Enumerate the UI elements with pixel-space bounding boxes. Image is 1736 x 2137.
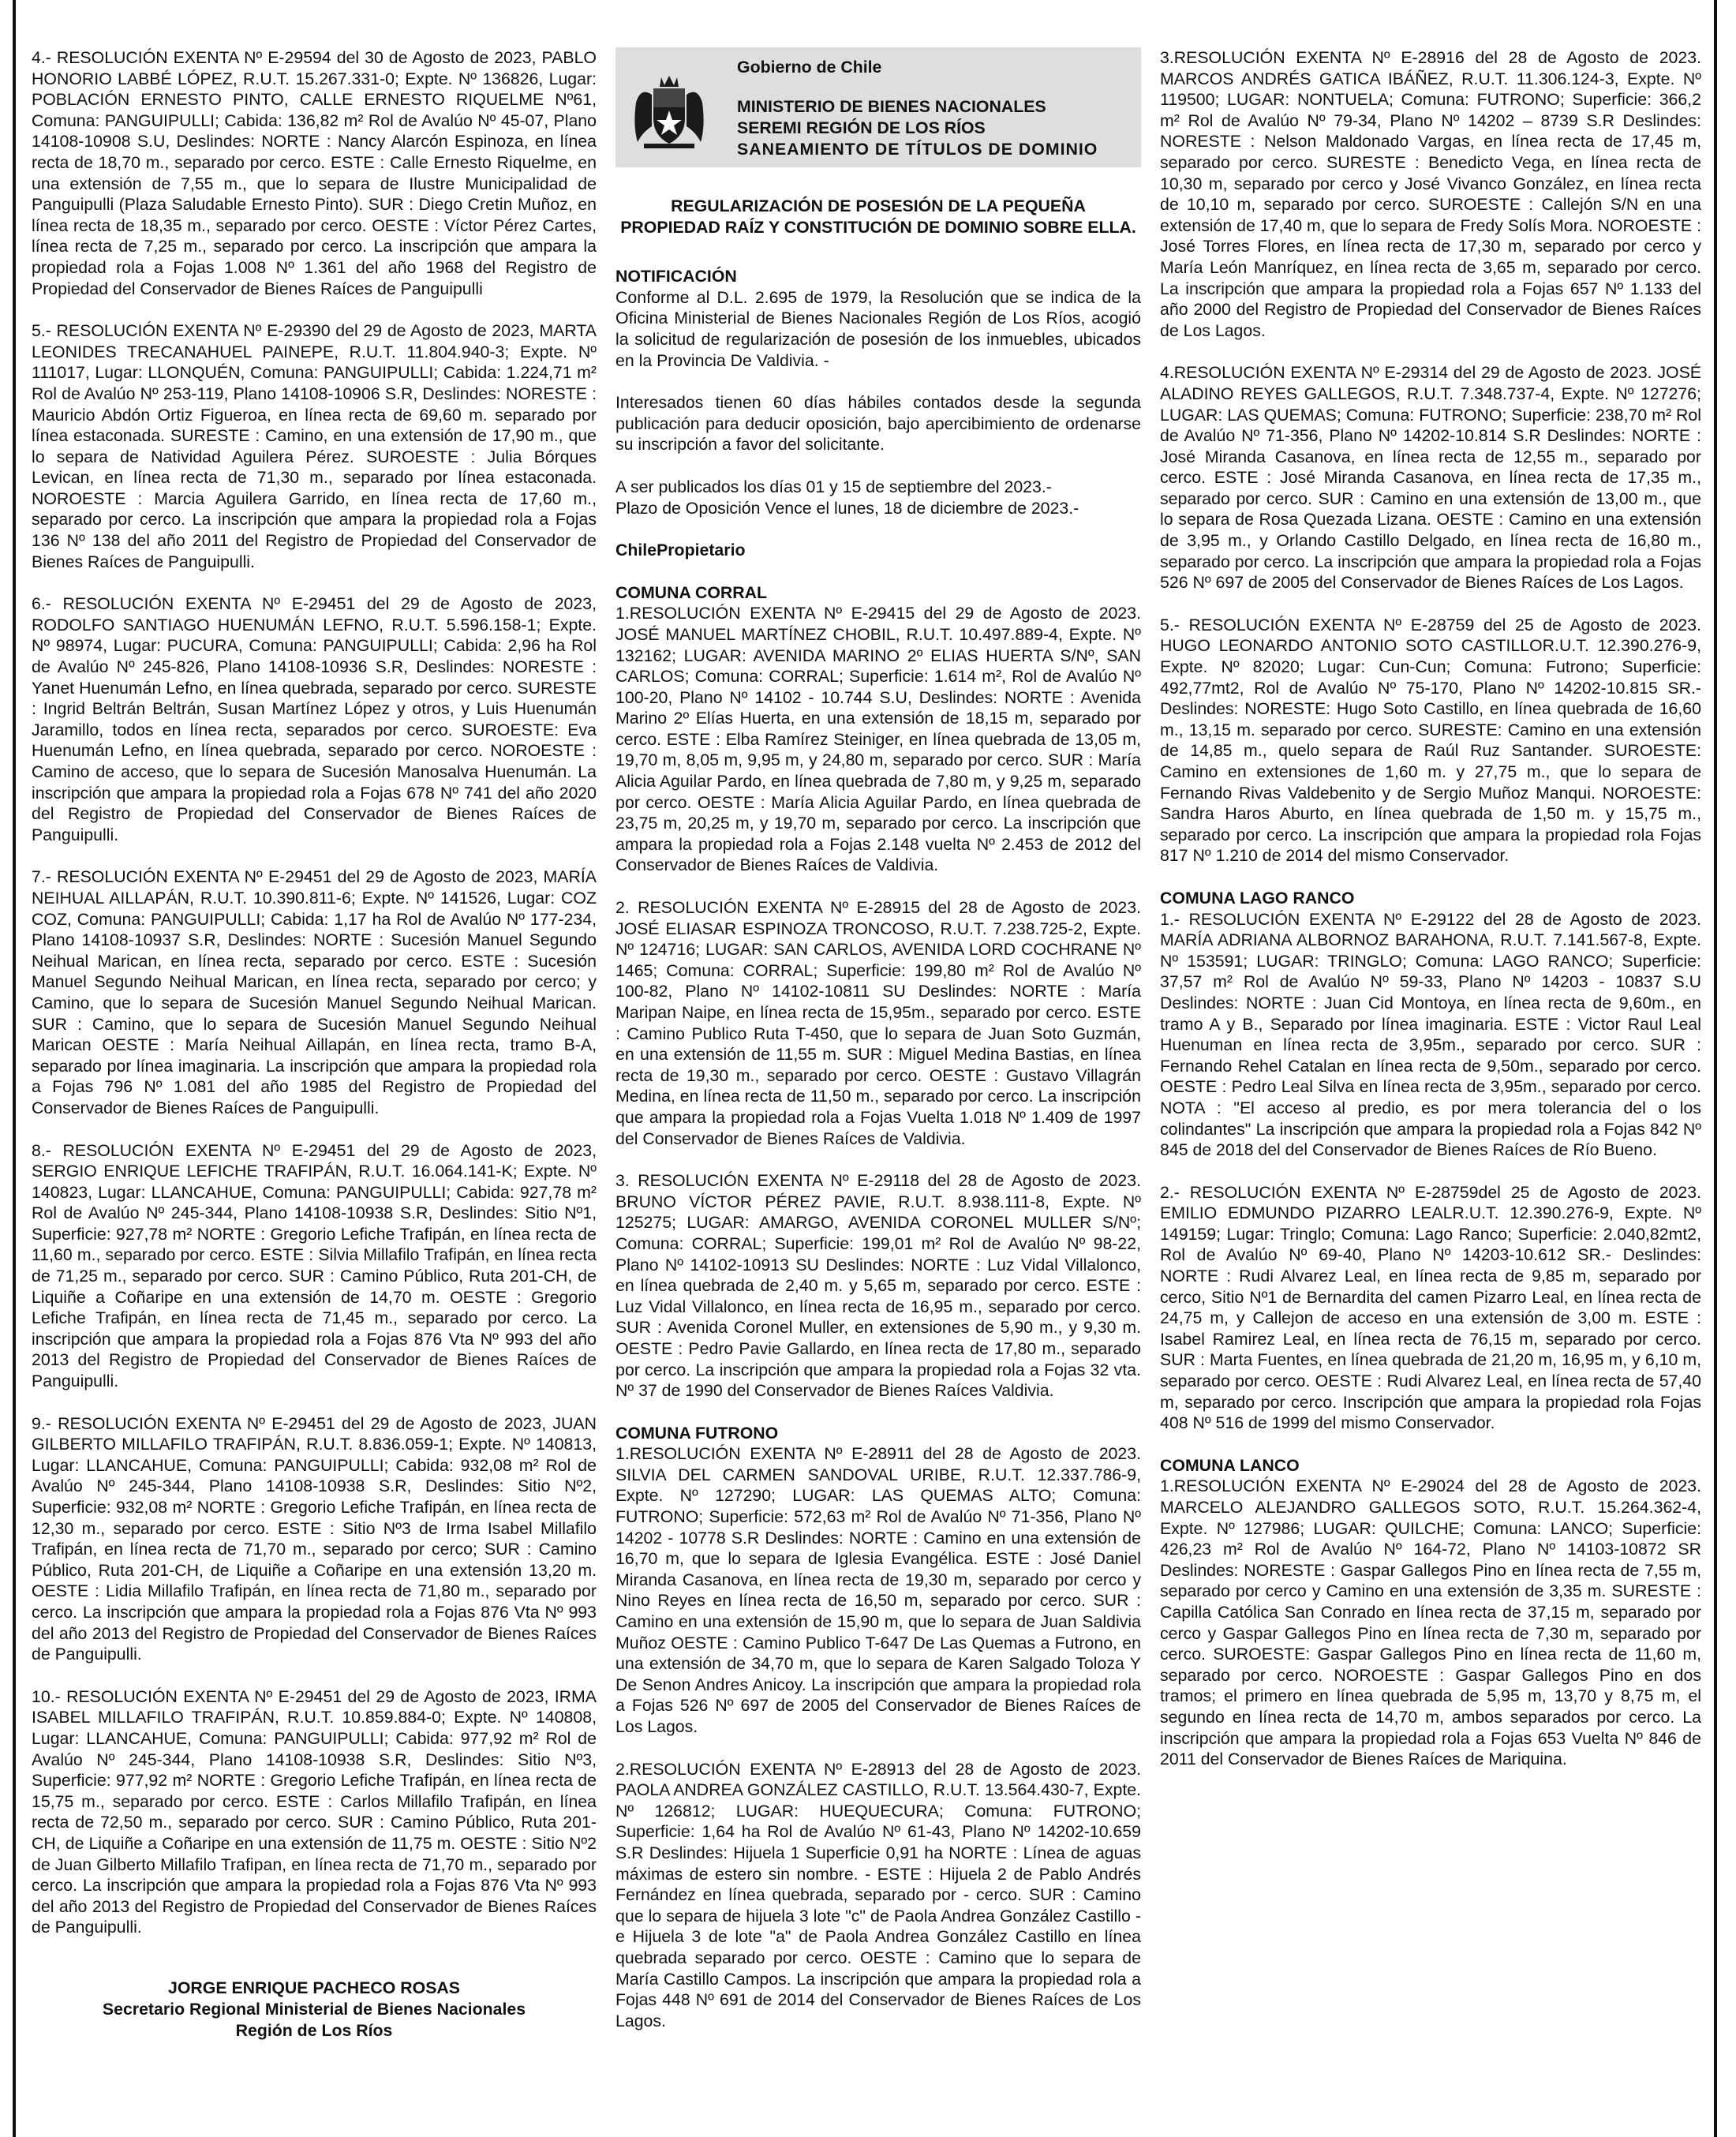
section-title-lanco: COMUNA LANCO [1160, 1455, 1300, 1475]
section-title-lago-ranco: COMUNA LAGO RANCO [1160, 888, 1355, 908]
column-center [615, 47, 1141, 2053]
resolution-entry: 7.- RESOLUCIÓN EXENTA Nº E-29451 del 29 de Agosto de 2023, MARÍA NEIHUAL AILLAPÁN, R.U.T. 10.390.811-6; Expte. Nº 141526, Lugar: COZ COZ, Comuna: PANGUIPULLI; Cabida: 1,17 ha Rol de Avalúo Nº 177-234, Plano 14108-10937 S.R, Deslindes: NORTE : Sucesión Manuel Segundo Neihual Marican, en línea recta, separado por cerco. ESTE : Sucesión Manuel Segundo Neihual Marican, en línea recta, separado por cerco; y Camino, que lo separa de Sucesión Manuel Segundo Neihual Marican. SUR : Camino, que lo separa de Sucesión Manuel Segundo Neihual Marican OESTE : María Neihual Aillapán, en línea recta, tramo B-A, separado por línea imaginaria. La inscripción que ampara la propiedad rola a Fojas 796 Nº 1.081 del año 1985 del Registro de Propiedad del Conservador de Bienes Raíces de Panguipulli. [32, 867, 597, 1117]
notice-title: REGULARIZACIÓN DE POSESIÓN DE LA PEQUEÑA PROPIEDAD RAÍZ Y CONSTITUCIÓN DE DOMINIO SOBRE ELLA. [620, 196, 1136, 237]
resolution-entry: 1.RESOLUCIÓN EXENTA Nº E-29415 del 29 de Agosto de 2023. JOSÉ MANUEL MARTÍNEZ CHOBIL, R.U.T. 10.497.889-4, Expte. Nº 132162; LUGAR: AVENIDA MARINO 2º ELIAS HUERTA S/Nº, SAN CARLOS; Comuna: CORRAL; Superficie: 1.614 m², Rol de Avalúo Nº 100-20, Plano Nº 14102 - 10.744 S.U, Deslindes: NORTE : Avenida Marino 2º Elías Huerta, en una extensión de 18,15 m, separado por cerco. ESTE : Elba Ramírez Steiniger, en línea quebrada de 13,05 m, 19,70 m, 8,05 m, 9,95 m, y 24,80 m, separado por cerco. SUR : María Alicia Aguilar Pardo, en línea quebrada de 7,80 m, y 9,25 m, separado por cerco. OESTE : María Alicia Aguilar Pardo, en línea quebrada de 23,75 m, 20,25 m, y 19,70 m, separado por cerco. La inscripción que ampara la propiedad rola a Fojas 2.148 vuelta Nº 2.453 de 2012 del Conservador de Bienes Raíces de Valdivia. [615, 604, 1141, 875]
gobierno-label: Gobierno de Chile [737, 58, 882, 77]
right-border-rule [1714, 0, 1717, 2137]
signatory-role: Secretario Regional Ministerial de Bienes Nacionales [102, 1999, 526, 2019]
column-right [1160, 47, 1701, 1791]
saneamiento-label: SANEAMIENTO DE TÍTULOS DE DOMINIO [737, 140, 1098, 159]
opposition-terms: Interesados tienen 60 días hábiles contados desde la segunda publicación para deducir oposición, bajo apercibimiento de ordenarse su inscripción a favor del solicitante. [615, 393, 1141, 455]
resolution-entry: 8.- RESOLUCIÓN EXENTA Nº E-29451 del 29 de Agosto de 2023, SERGIO ENRIQUE LEFICHE TRAFIPÁN, R.U.T. 16.064.141-K; Expte. Nº 140823, Lugar: LLANCAHUE, Comuna: PANGUIPULLI; Cabida: 927,78 m² Rol de Avalúo Nº 245-344, Plano 14108-10938 S.R, Deslindes: Sitio Nº1, Superficie: 927,78 m² NORTE : Gregorio Lefiche Trafipán, en línea recta de 11,60 m., separado por cerco. ESTE : Silvia Millafilo Trafipán, en línea recta de 71,25 m., separado por cerco. SUR : Camino Público, Ruta 201-CH, de Liquiñe a Coñaripe en una extensión de 14,70 m. OESTE : Gregorio Lefiche Trafipán, en línea recta de 71,45 m., separado por cerco. La inscripción que ampara la propiedad rola a Fojas 876 Vta Nº 993 del año 2013 del Registro de Propiedad del Conservador de Bienes Raíces de Panguipulli. [32, 1140, 597, 1391]
resolution-entry: 10.- RESOLUCIÓN EXENTA Nº E-29451 del 29 de Agosto de 2023, IRMA ISABEL MILLAFILO TRAFIPÁN, R.U.T. 10.859.884-0; Expte. Nº 140808, Lugar: LLANCAHUE, Comuna: PANGUIPULLI; Cabida: 977,92 m² Rol de Avalúo Nº 245-344, Plano 14108-10938 S.R, Deslindes: Sitio Nº3, Superficie: 977,92 m² NORTE : Gregorio Lefiche Trafipán, en línea recta de 15,75 m., separado por cerco. ESTE : Carlos Millafilo Trafipán, en línea recta de 72,50 m., separado por cerco. SUR : Camino Público, Ruta 201-CH, de Liquiñe a Coñaripe en una extensión de 11,75 m. OESTE : Sitio Nº2 de Juan Gilberto Millafilo Trafipan, en línea recta de 71,70 m., separado por cerco. La inscripción que ampara la propiedad rola a Fojas 876 Vta Nº 993 del año 2013 del Registro de Propiedad del Conservador de Bienes Raíces de Panguipulli. [32, 1686, 597, 1937]
resolution-entry: 1.- RESOLUCIÓN EXENTA Nº E-29122 del 28 de Agosto de 2023. MARÍA ADRIANA ALBORNOZ BARAHONA, R.U.T. 7.141.567-8, Expte. Nº 153591; LUGAR: TRINGLO; Comuna: LAGO RANCO; Superficie: 37,57 m² Rol de Avalúo Nº 59-33, Plano Nº 14203 - 10837 S.U Deslindes: NORTE : Juan Cid Montoya, en línea recta de 9,60m., en tramo A y B., Separado por línea imaginaria. ESTE : Victor Raul Leal Huenuman en línea recta de 3,95m., separado por cerco. SUR : Fernando Rehel Catalan en línea recta de 9,50m., separado por cerco. OESTE : Pedro Leal Silva en línea recta de 3,95m., separado por cerco. NOTA : "El acceso al predio, es por mera tolerancia del o los colindantes" La inscripción que ampara la propiedad rola a Fojas 842 Nº 845 de 2018 del del Conservador de Bienes Raíces de Río Bueno. [1160, 909, 1701, 1160]
resolution-entry: 1.RESOLUCIÓN EXENTA Nº E-29024 del 28 de Agosto de 2023. MARCELO ALEJANDRO GALLEGOS SOTO, R.U.T. 15.264.362-4, Expte. Nº 127986; LUGAR: QUILCHE; Comuna: LANCO; Superficie: 426,23 m² Rol de Avalúo Nº 164-72, Plano Nº 14103-10872 SR Deslindes: NORESTE : Gaspar Gallegos Pino en línea recta de 7,55 m, separado por cerco y Camino en una extensión de 3,35 m. SURESTE : Capilla Católica San Conrado en línea recta de 37,15 m, separado por cerco y Gaspar Gallegos Pino en línea recta de 7,30 m, separado por cerco. SUROESTE: Gaspar Gallegos Pino en línea recta de 11,60 m, separado por cerco. NOROESTE : Gaspar Gallegos Pino en dos tramos; el primero en línea quebrada de 5,95 m, 13,70 y 8,75 m, el segundo en línea recta de 14,70 m, ambos separados por cerco. La inscripción que ampara la propiedad rola a Fojas 653 Vuelta Nº 846 de 2011 del Conservador de Bienes Raíces de Mariquina. [1160, 1476, 1701, 1769]
resolution-entry: 9.- RESOLUCIÓN EXENTA Nº E-29451 del 29 de Agosto de 2023, JUAN GILBERTO MILLAFILO TRAFIPÁN, R.U.T. 8.836.059-1; Expte. Nº 140813, Lugar: LLANCAHUE, Comuna: PANGUIPULLI; Cabida: 932,08 m² Rol de Avalúo Nº 245-344, Plano 14108-10938 S.R, Deslindes: Sitio Nº2, Superficie: 932,08 m² NORTE : Gregorio Lefiche Trafipán, en línea recta de 12,30 m., separado por cerco. ESTE : Sitio Nº3 de Irma Isabel Millafilo Trafipán, en línea recta de 71,70 m., separado por cerco; SUR : Camino Público, Ruta 201-CH, de Liquiñe a Coñaripe en una extensión 13,20 m. OESTE : Lidia Millafilo Trafipán, en línea recta de 71,80 m., separado por cerco. La inscripción que ampara la propiedad rola a Fojas 876 Vta Nº 993 del año 2013 del Registro de Propiedad del Conservador de Bienes Raíces de Panguipulli. [32, 1413, 597, 1664]
section-title-corral: COMUNA CORRAL [615, 582, 768, 602]
resolution-entry: 2.- RESOLUCIÓN EXENTA Nº E-28759del 25 de Agosto de 2023. EMILIO EDMUNDO PIZARRO LEALR.U.T. 12.390.276-9, Expte. Nº 149159; Lugar: Tringlo; Comuna: Lago Ranco; Superficie: 2.040,82mt2, Rol de Avalúo Nº 69-40, Plano Nº 14203-10.612 SR.- Deslindes: NORTE : Rudi Alvarez Leal, en línea recta de 9,85 m, separado por cerco, Sitio Nº1 de Bernardita del camen Pizarro Leal, en línea recta de 24,75 m, y Callejon de acceso en una extensión de 3,00 m. ESTE : Isabel Ramirez Leal, en línea recta de 76,15 m, separado por cerco. SUR : Marta Fuentes, en línea quebrada de 21,20 m, 16,95 m, y 6,10 m, separado por cerco. OESTE : Rudi Alvarez Leal, en línea recta de 57,40 m, separado por cerco. Inscripción que ampara la propiedad rola Fojas 408 Nº 516 de 1999 del mismo Conservador. [1160, 1182, 1701, 1433]
ministry-name: MINISTERIO DE BIENES NACIONALES [737, 97, 1046, 116]
resolution-entry: 4.RESOLUCIÓN EXENTA Nº E-29314 del 29 de Agosto de 2023. JOSÉ ALADINO REYES GALLEGOS, R.U.T. 7.348.737-4, Expte. Nº 127276; LUGAR: LAS QUEMAS; Comuna: FUTRONO; Superficie: 238,70 m² Rol de Avalúo Nº 71-356, Plano Nº 14202-10.814 S.R Deslindes: NORTE : José Miranda Casanova, en línea recta de 12,55 m., separado por cerco. ESTE : José Miranda Casanova, en línea recta de 17,35 m., separado por cerco. SUR : Camino en una extensión de 13,00 m., que lo separa de Rosa Quezada Lizana. OESTE : Camino en una extensión de 3,95 m., y Orlando Castillo Delgado, en línea recta de 16,80 m., separado por cerco. La inscripción que ampara la propiedad rola a Fojas 526 Nº 697 de 2005 del Conservador de Bienes Raíces de Los Lagos. [1160, 363, 1701, 593]
resolution-entry: 2. RESOLUCIÓN EXENTA Nº E-28915 del 28 de Agosto de 2023. JOSÉ ELIASAR ESPINOZA TRONCOSO, R.U.T. 7.238.725-2, Expte. Nº 124716; LUGAR: SAN CARLOS, AVENIDA LORD COCHRANE Nº 1465; Comuna: CORRAL; Superficie: 199,80 m² Rol de Avalúo Nº 100-82, Plano Nº 14102-10811 SU Deslindes: NORTE : María Maripan Naipe, en línea recta de 15,95m., separado por cerco. ESTE : Camino Publico Ruta T-450, que lo separa de Juan Soto Guzmán, en una extensión de 11,55 m. SUR : Miguel Medina Bastias, en línea recta de 19,30 m., separado por cerco. OESTE : Gustavo Villagrán Medina, en línea recta de 11,50 m., separado por cerco. La inscripción que ampara la propiedad rola a Fojas Vuelta 1.018 Nº 1.409 de 1997 del Conservador de Bienes Raíces de Valdivia. [615, 898, 1141, 1148]
chile-coat-of-arms-icon [630, 71, 709, 150]
notification-heading: NOTIFICACIÓN [615, 267, 737, 286]
ministry-lines [737, 96, 1098, 160]
column-left [32, 47, 597, 2042]
resolution-entry: 5.- RESOLUCIÓN EXENTA Nº E-28759 del 25 de Agosto de 2023. HUGO LEONARDO ANTONIO SOTO CASTILLOR.U.T. 12.390.276-9, Expte. Nº 82020; Lugar: Cun-Cun; Comuna: Futrono; Superficie: 492,77mt2, Rol de Avalúo Nº 75-170, Plano Nº 14202-10.815 SR.- Deslindes: NORESTE: Hugo Soto Castillo, en línea quebrada de 16,60 m., 13,15 m. separado por cerco. SURESTE: Camino en una extensión de 14,85 m., quelo separa de Raúl Ruz Santander. SUROESTE: Camino en extensiones de 1,60 m. y 27,75 m., que lo separa de Fernando Rivas Valdebenito y de Sergio Muñoz Manqui. NOROESTE: Sandra Haros Aburto, en línea quebrada de 1,50 m. y 15,75 m., separado por cerco. La inscripción que ampara la propiedad rola Fojas 817 Nº 1.210 de 2014 del mismo Conservador. [1160, 615, 1701, 866]
ministry-header [615, 47, 1141, 167]
signatory-name: JORGE ENRIQUE PACHECO ROSAS [168, 1978, 460, 1997]
section-title-futrono: COMUNA FUTRONO [615, 1423, 779, 1443]
resolution-entry: 3.RESOLUCIÓN EXENTA Nº E-28916 del 28 de Agosto de 2023. MARCOS ANDRÉS GATICA IBÁÑEZ, R.U.T. 11.306.124-3, Expte. Nº 119500; LUGAR: NONTUELA; Comuna: FUTRONO; Superficie: 366,2 m² Rol de Avalúo Nº 79-34, Plano Nº 14202 – 8739 S.R Deslindes: NORESTE : Nelson Maldonado Vargas, en línea recta de 17,45 m, separado por cerco. SURESTE : Benedicto Vega, en línea recta de 10,30 m, separado por cerco y José Vivanco González, en línea recta de 10,10 m, separado por cerco. SUROESTE : Callejón S/N en una extensión de 17,40 m, que lo separa de Fredy Solís Mora. NOROESTE : José Torres Flores, en línea recta de 17,30 m, separado por cerco y María León Manríquez, en línea recta de 3,65 m, separado por cerco. La inscripción que ampara la propiedad rola a Fojas 657 Nº 1.133 del año 2000 del Registro de Propiedad del Conservador de Bienes Raíces de Los Lagos. [1160, 48, 1701, 340]
chilepropietario-tag: ChilePropietario [615, 541, 746, 560]
notification-body: Conforme al D.L. 2.695 de 1979, la Resolución que se indica de la Oficina Ministerial de Bienes Nacionales Región de Los Ríos, acogió la solicitud de regularización de posesión de los inmuebles, ubicados en la Provincia De Valdivia. - [615, 287, 1141, 370]
resolution-entry: 4.- RESOLUCIÓN EXENTA Nº E-29594 del 30 de Agosto de 2023, PABLO HONORIO LABBÉ LÓPEZ, R.U.T. 15.267.331-0; Expte. Nº 136826, Lugar: POBLACIÓN ERNESTO PINTO, CALLE ERNESTO RIQUELME Nº61, Comuna: PANGUIPULLI; Cabida: 136,82 m² Rol de Avalúo Nº 45-07, Plano 14108-10908 S.U, Deslindes: NORTE : Nancy Alarcón Espinoza, en línea recta de 18,70 m., separado por cerco. ESTE : Calle Ernesto Riquelme, en una extensión de 7,55 m., que lo separa de Ilustre Municipalidad de Panguipulli (Plaza Saludable Ernesto Pinto). SUR : Diego Cretin Muñoz, en línea recta de 18,35 m., separado por cerco. OESTE : Víctor Pérez Cartes, línea recta de 7,25 m., separado por cerco. La inscripción que ampara la propiedad rola a Fojas 1.008 Nº 1.361 del año 1968 del Registro de Propiedad del Conservador de Bienes Raíces de Panguipulli [32, 48, 597, 298]
resolution-entry: 3. RESOLUCIÓN EXENTA Nº E-29118 del 28 de Agosto de 2023. BRUNO VÍCTOR PÉREZ PAVIE, R.U.T. 8.938.111-8, Expte. Nº 125275; LUGAR: AMARGO, AVENIDA CORONEL MULLER S/Nº; Comuna: CORRAL; Superficie: 199,01 m² Rol de Avalúo Nº 98-22, Plano Nº 14102-10913 SU Deslindes: NORTE : Luz Vidal Villalonco, en línea quebrada de 2,40 m. y 5,65 m, separado por cerco. ESTE : Luz Vidal Villalonco, en línea recta de 16,95 m., separado por cerco. SUR : Avenida Coronel Muller, en extensiones de 5,90 m., y 9,30 m. OESTE : Pedro Pavie Gallardo, en línea recta de 17,80 m., separado por cerco. La inscripción que ampara la propiedad rola a Fojas 32 vta. Nº 37 de 1990 del Conservador de Bienes Raíces Valdivia. [615, 1171, 1141, 1401]
publication-dates: A ser publicados los días 01 y 15 de septiembre del 2023.- Plazo de Oposición Vence el lunes, 18 de diciembre de 2023.- [615, 477, 1079, 518]
signature-block [32, 1978, 597, 2042]
resolution-entry: 1.RESOLUCIÓN EXENTA Nº E-28911 del 28 de Agosto de 2023. SILVIA DEL CARMEN SANDOVAL URIBE, R.U.T. 12.337.786-9, Expte. Nº 127290; LUGAR: LAS QUEMAS ALTO; Comuna: FUTRONO; Superficie: 572,63 m² Rol de Avalúo Nº 71-356, Plano Nº 14202 - 10778 S.R Deslindes: NORTE : Camino en una extensión de 16,70 m, que lo separa de Iglesia Evangélica. ESTE : José Daniel Miranda Casanova, en línea recta de 19,30 m, separado por cerco y Nino Reyes en línea recta de 16,50 m, separado por cerco. SUR : Camino en una extensión de 15,90 m, que lo separa de Juan Saldivia Muñoz OESTE : Camino Publico T-647 De Las Quemas a Futrono, en una extensión de 34,70 m, que lo separa de Karen Salgado Toloza Y De Senon Andres Anicoy. La inscripción que ampara la propiedad rola a Fojas 526 Nº 697 de 2005 del Conservador de Bienes Raíces de Los Lagos. [615, 1444, 1141, 1736]
resolution-entry: 6.- RESOLUCIÓN EXENTA Nº E-29451 del 29 de Agosto de 2023, RODOLFO SANTIAGO HUENUMÁN LEFNO, R.U.T. 5.596.158-1; Expte. Nº 98974, Lugar: PUCURA, Comuna: PANGUIPULLI; Cabida: 2,96 ha Rol de Avalúo Nº 245-826, Plano 14108-10936 S.R, Deslindes: NORESTE : Yanet Huenumán Lefno, en línea quebrada, separado por cerco. SURESTE : Ingrid Beltrán Beltrán, Susan Martínez López y otros, y Luis Huenumán Jaramillo, todos en línea recta, separados por cerco. SUROESTE: Eva Huenumán Lefno, en línea quebrada, separado por cerco. NOROESTE : Camino de acceso, que lo separa de Sucesión Manosalva Huenumán. La inscripción que ampara la propiedad rola a Fojas 678 Nº 741 del año 2020 del Registro de Propiedad del Conservador de Bienes Raíces de Panguipulli. [32, 594, 597, 844]
signatory-region: Región de Los Ríos [235, 2020, 393, 2040]
seremi-name: SEREMI REGIÓN DE LOS RÍOS [737, 118, 986, 137]
resolution-entry: 5.- RESOLUCIÓN EXENTA Nº E-29390 del 29 de Agosto de 2023, MARTA LEONIDES TRECANAHUEL PAINEPE, R.U.T. 11.804.940-3; Expte. Nº 111017, Lugar: LLONQUÉN, Comuna: PANGUIPULLI; Cabida: 1.224,71 m² Rol de Avalúo Nº 253-119, Plano 14108-10906 S.R, Deslindes: NORESTE : Mauricio Abdón Ortiz Figueroa, en línea recta de 69,60 m. separado por línea estaconada. SURESTE : Camino, en una extensión de 17,90 m., que lo separa de Natividad Aguilera Pérez. SUROESTE : Julia Bórques Levican, en línea recta de 71,30 m., separado por línea estaconada. NOROESTE : Marcia Aguilera Garrido, en línea recta de 17,60 m., separado por cerco. La inscripción que ampara la propiedad rola a Fojas 136 Nº 138 del año 2011 del Registro de Propiedad del Conservador de Bienes Raíces de Panguipulli. [32, 321, 597, 571]
resolution-entry: 2.RESOLUCIÓN EXENTA Nº E-28913 del 28 de Agosto de 2023. PAOLA ANDREA GONZÁLEZ CASTILLO, R.U.T. 13.564.430-7, Expte. Nº 126812; LUGAR: HUEQUECURA; Comuna: FUTRONO; Superficie: 1,64 ha Rol de Avalúo Nº 61-43, Plano Nº 14202-10.659 S.R Deslindes: Hijuela 1 Superficie 0,91 ha NORTE : Línea de aguas máximas de estero sin nombre. - ESTE : Hijuela 2 de Pablo Andrés Fernández en línea quebrada, separado por - cerco. SUR : Camino que lo separa de hijuela 3 lote "c" de Paola Andrea González Castillo - e Hijuela 3 de lote "a" de Paola Andrea González Castillo en línea quebrada separado por cerco. OESTE : Camino que lo separa de María Castillo Campos. La inscripción que ampara la propiedad rola a Fojas 448 Nº 691 de 2014 del Conservador de Bienes Raíces de Los Lagos. [615, 1759, 1141, 2030]
left-border-rule [13, 0, 16, 2137]
